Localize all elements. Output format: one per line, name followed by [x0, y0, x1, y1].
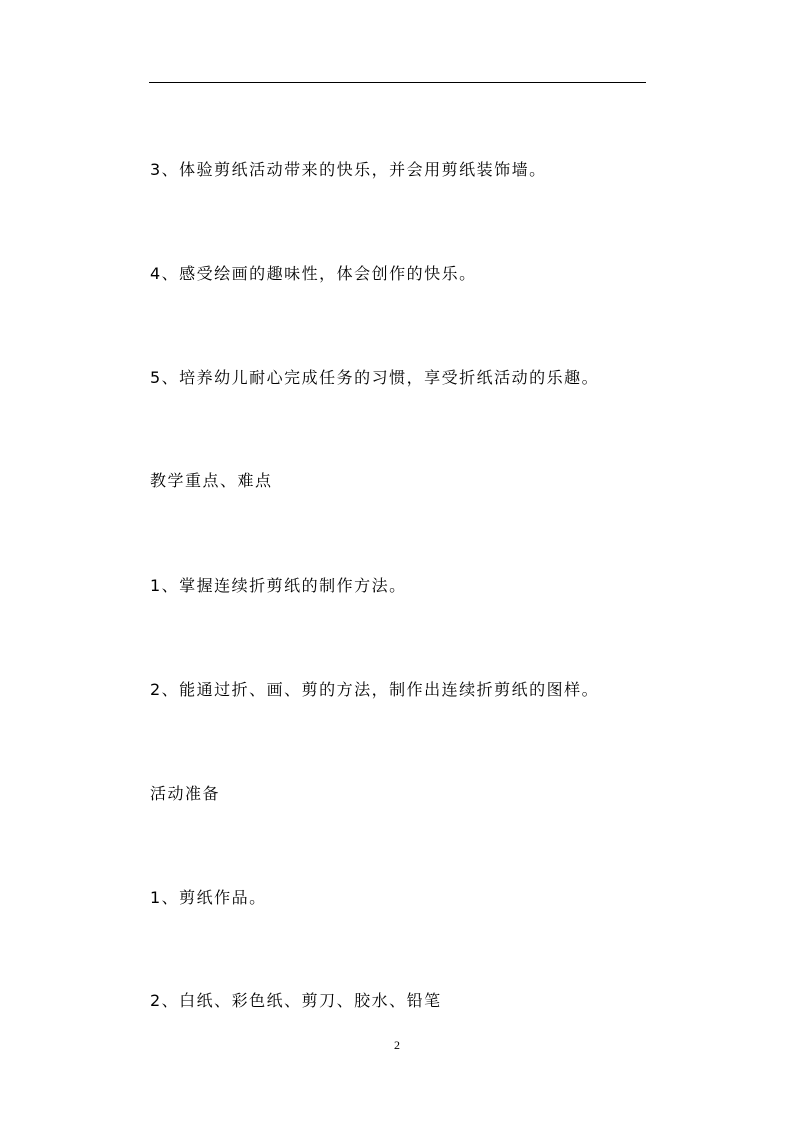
objective-item-5: 5、培养幼儿耐心完成任务的习惯，享受折纸活动的乐趣。 [150, 368, 600, 387]
key-point-item-2: 2、能通过折、画、剪的方法，制作出连续折剪纸的图样。 [150, 680, 600, 699]
key-point-item-1: 1、掌握连续折剪纸的制作方法。 [150, 576, 407, 595]
section-heading-key-points: 教学重点、难点 [150, 471, 273, 490]
preparation-item-2: 2、白纸、彩色纸、剪刀、胶水、铅笔 [150, 991, 442, 1010]
section-heading-preparation: 活动准备 [150, 784, 221, 803]
preparation-item-1: 1、剪纸作品。 [150, 888, 267, 907]
page-number: 2 [394, 1038, 400, 1052]
objective-item-4: 4、感受绘画的趣味性，体会创作的快乐。 [150, 264, 477, 283]
header-rule [149, 82, 646, 83]
objective-item-3: 3、体验剪纸活动带来的快乐，并会用剪纸装饰墙。 [150, 160, 547, 179]
